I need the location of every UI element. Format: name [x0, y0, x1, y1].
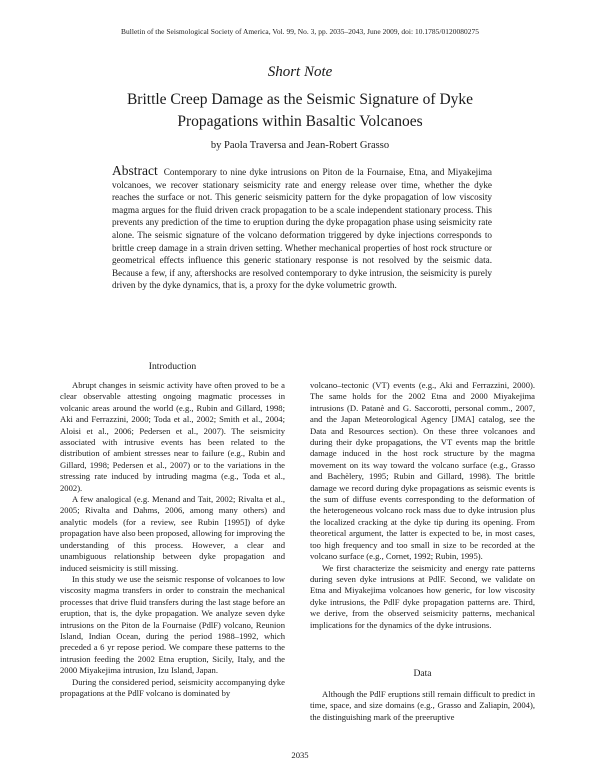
introduction-heading: Introduction [148, 361, 197, 372]
data-paragraph-1: Although the PdlF eruptions still remain difficult to predict in time, space, and size domains (e.g., Grasso and Zaliapin, 2004), the distinguishing mark of the preeruptive [310, 689, 535, 722]
intro-paragraph-3: In this study we use the seismic response of volcanoes to low viscosity magma transfers in order to constrain the mechanical processes that drive fluid transfers during the last stage before an eruption, that is, the dyke propagation. We analyze seven dyke intrusions on the Piton de la Fournaise (PdlF) volcano, Reunion Island, Indian Ocean, during the period 1988–1992, which preceded a 6 yr repose period. We compare these patterns to the intrusion feeding the 2002 Etna eruption, Sicily, Italy, and the 2000 Miyakejima intrusion, Izu Island, Japan. [60, 573, 285, 676]
page-number: 2035 [291, 750, 309, 760]
intro-paragraph-1: Abrupt changes in seismic activity have often proved to be a clear observable attesting ongoing magmatic processes in volcanic areas around the world (e.g., Rubin and Gillard, 1998; Aki and Ferrazzini, 2000; Toda et al., 2002; Smith et al., 2004; Aloisi et al., 2006; Pedersen et al., 2007). The seismicity associated with intrusive events has been related to the distribution of ambient stresses near to failure (e.g., Rubin and Gillard, 1998; Pedersen et al., 2007) or to the variations in the stressing rate induced by intruding magma (e.g., Toda et al., 2002). [60, 380, 285, 493]
authors: by Paola Traversa and Jean-Robert Grasso [210, 140, 390, 151]
abstract-label: Abstract [112, 163, 158, 178]
article-title [60, 89, 540, 133]
intro-paragraph-4: During the considered period, seismicity accompanying dyke propagations at the PdlF volcano is dominated by [60, 676, 285, 698]
intro-paragraph-2: A few analogical (e.g. Menand and Tait, 2002; Rivalta et al., 2005; Rivalta and Dahms, 2006, among many others) and analytic models (for a review, see Rubin [1995]) of dyke propagation have also been proposed, allowing for improving the understanding of this process. However, a clear and unambiguous relationship between dyke propagation and induced seismicity is still missing. [60, 494, 285, 573]
right-paragraph-1: volcano–tectonic (VT) events (e.g., Aki and Ferrazzini, 2000). The same holds for the 2002 Etna and 2000 Miyakejima intrusions (D. Patanè and G. Saccorotti, personal comm., 2007, and the Japan Meteorological Agency [JMA] catalog, see the Data and Resources section). On these three volcanoes and during their dyke propagations, the VT events map the brittle damage induced in the host rock structure by the magma movement on its way toward the volcano surface (e.g., Grasso and Bachèlery, 1995; Rubin and Gillard, 1998). The brittle damage we record during dyke propagations as seismic events is the sum of diffuse events corresponding to the deformation of the heterogeneous volcano rock mass due to dyke intrusion plus the localized cracking at the dyke tip during its opening. From theoretical argument, the latter is expected to be, in most cases, too high frequency and too small in size to be recorded at the volcano surface (e.g., Cornet, 1992; Rubin, 1995). [310, 380, 535, 562]
article-kind: Short Note [267, 64, 333, 80]
abstract-text: Contemporary to nine dyke intrusions on Piton de la Fournaise, Etna, and Miyakejima volcanoes, we recover stationary seismicity rate and energy release over time, whether the dyke reaches the surface or not. This generic seismicity pattern for the dyke propagation of low viscosity magma argues for the fluid driven crack propagation to be a scale independent stationary process. This prevents any prediction of the time to eruption during the dyke propagation phase using seismicity rate alone. The seismic signature of the volcano deformation triggered by dyke injections corresponds to brittle creep damage in a strain driven setting. Whether mechanical properties of host rock structure or geometrical effects influence this generic stationary response is not resolved by the seismic data. Because a few, if any, aftershocks are resolved contemporary to dyke intrusion, the seismicity is purely driven by the dyke dynamics, that is, a proxy for the dyke volumetric growth. [112, 167, 492, 291]
data-heading: Data [413, 668, 432, 679]
left-column [60, 380, 285, 699]
data-column [310, 689, 535, 723]
abstract [112, 165, 492, 292]
right-paragraph-2: We first characterize the seismicity and energy rate patterns during seven dyke intrusions at PdlF. Second, we validate on Etna and Miyakejima volcanoes how generic, for low viscosity dyke intrusions, the PdlF dyke propagation patterns are. Third, we derive, from the observed seismicity patterns, mechanical implications for the dynamics of the dyke intrusions. [310, 562, 535, 630]
running-head: Bulletin of the Seismological Society of America, Vol. 99, No. 3, pp. 2035–2043, June 2009, doi: 10.1785/0120080275 [121, 27, 479, 36]
title-line-1: Brittle Creep Damage as the Seismic Signature of Dyke [126, 91, 474, 108]
title-line-2: Propagations within Basaltic Volcanoes [177, 113, 423, 130]
right-column [310, 380, 535, 631]
